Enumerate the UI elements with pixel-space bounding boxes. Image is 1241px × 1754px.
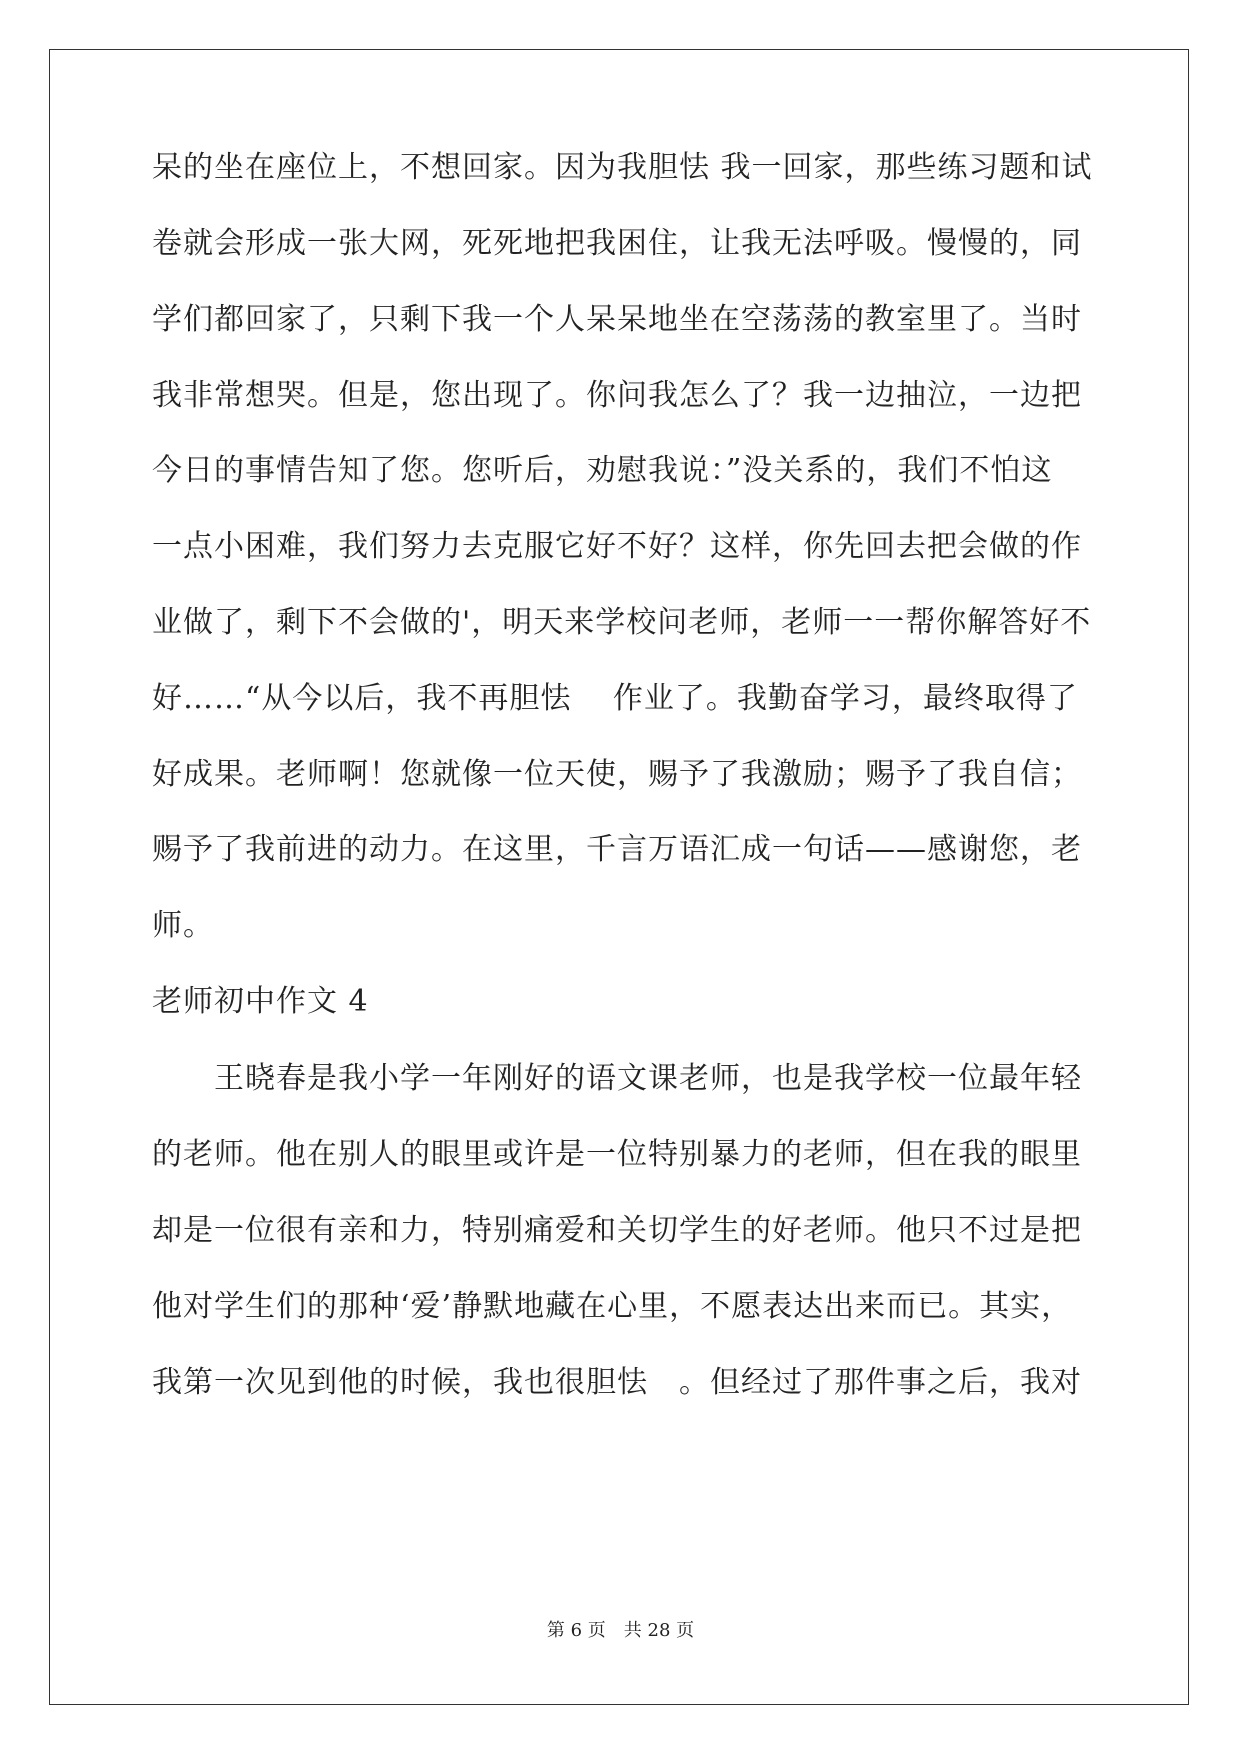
paragraph-line: 赐予了我前进的动力。在这里，千言万语汇成一句话——感谢您，老 [152, 832, 1082, 867]
paragraph-line: 今日的事情告知了您。您听后，劝慰我说：”没关系的，我们不怕这 [152, 453, 1053, 488]
paragraph-line: 呆的坐在座位上，不想回家。因为我胆怯 我一回家，那些练习题和试 [152, 150, 1093, 185]
paragraph-line: 业做了，剩下不会做的'，明天来学校问老师，老师一一帮你解答好不 [152, 605, 1092, 640]
paragraph-line: 我第一次见到他的时候，我也很胆怯 。但经过了那件事之后，我对 [152, 1365, 1082, 1400]
paragraph-line: 的老师。他在别人的眼里或许是一位特别暴力的老师，但在我的眼里 [152, 1137, 1082, 1172]
page-border [49, 49, 1189, 1705]
paragraph-line: 学们都回家了，只剩下我一个人呆呆地坐在空荡荡的教室里了。当时 [152, 302, 1082, 337]
paragraph-line: 却是一位很有亲和力，特别痛爱和关切学生的好老师。他只不过是把 [152, 1213, 1082, 1248]
page-number-footer: 第 6 页 共 28 页 [546, 1620, 695, 1641]
paragraph-line: 我非常想哭。但是，您出现了。你问我怎么了？我一边抽泣，一边把 [152, 378, 1082, 413]
section-heading: 老师初中作文 4 [152, 984, 369, 1019]
paragraph-line: 师。 [152, 908, 214, 943]
paragraph-line: 好……“从今以后，我不再胆怯 作业了。我勤奋学习，最终取得了 [152, 681, 1078, 716]
paragraph-line: 卷就会形成一张大网，死死地把我困住，让我无法呼吸。慢慢的，同 [152, 226, 1082, 261]
paragraph-line: 他对学生们的那种‘爱’静默地藏在心里，不愿表达出来而已。其实， [152, 1289, 1073, 1324]
paragraph-line: 王晓春是我小学一年刚好的语文课老师，也是我学校一位最年轻 [152, 1061, 1082, 1096]
paragraph-line: 好成果。老师啊！您就像一位天使，赐予了我激励；赐予了我自信； [152, 757, 1082, 792]
paragraph-line: 一点小困难，我们努力去克服它好不好？这样，你先回去把会做的作 [152, 529, 1082, 564]
